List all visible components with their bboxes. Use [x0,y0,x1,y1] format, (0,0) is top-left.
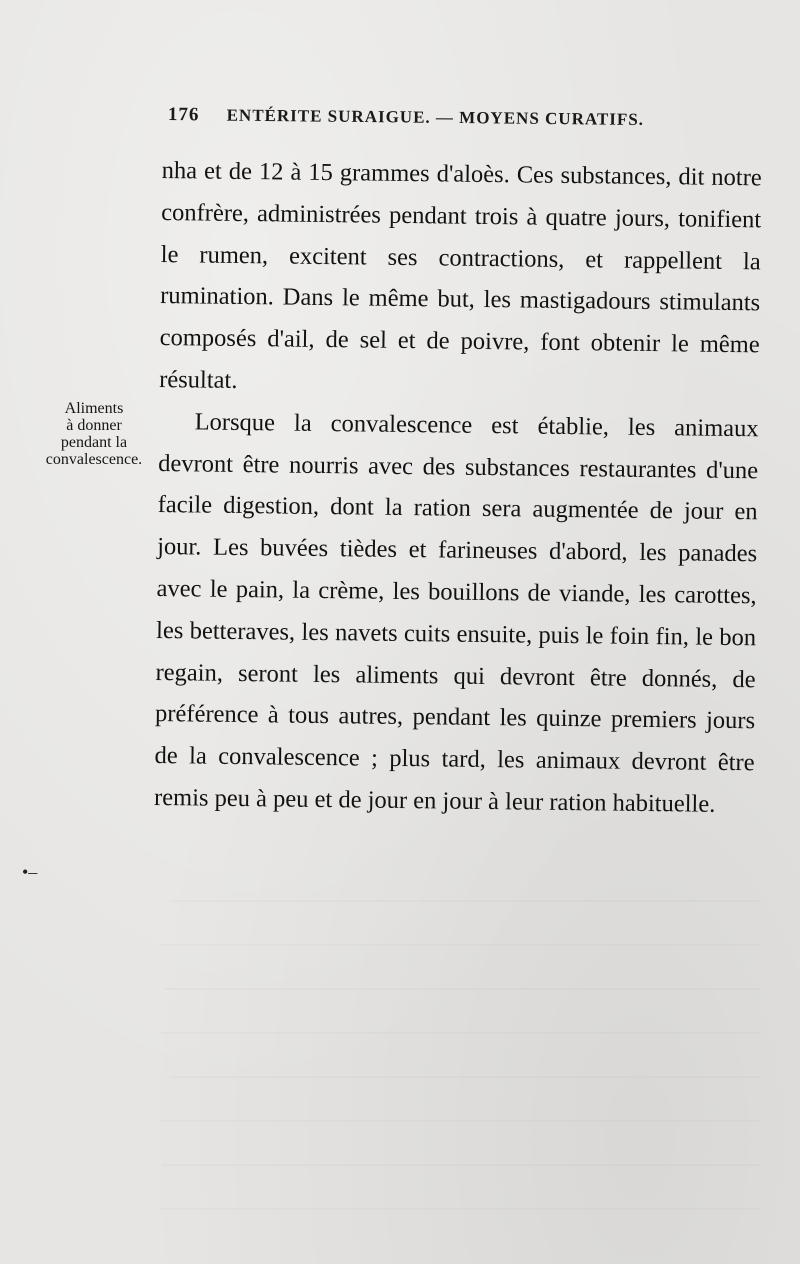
margin-note-line: à donner [66,417,122,434]
show-through-decoration [150,858,760,1210]
margin-note [30,400,158,468]
body-text [154,150,762,826]
running-title: ENTÉRITE SURAIGUE. — MOYENS CURATIFS. [226,105,645,129]
margin-note-line: pendant la [60,434,128,451]
paragraph-2: Lorsque la convalescence est établie, les animaux devront être nourris avec des substances restaurantes d'une facile digestion, dont la ration sera augmentée de jour en jour. Les buvées tièdes et farineuses d'abord, les panades avec le pain, la crème, les bouillons de viande, les carottes, les betteraves, les navets cuits ensuite, puis le foin fin, le bon regain, seront les aliments qui devront être donnés, de préférence à tous autres, pendant les quinze premiers jours de la convalescence ; plus tard, les animaux devront être remis peu à peu et de jour en jour à leur ration habituelle. [153,408,759,818]
paragraph-1: nha et de 12 à 15 grammes d'aloès. Ces substances, dit notre confrère, administrées pendant trois à quatre jours, tonifient le rumen, excitent ses contractions, et rappellent la rumination. Dans le même but, les mastigadours stimulants composés d'ail, de sel et de poivre, font obtenir le même résultat. [159,156,762,394]
margin-mark: •– [22,862,38,882]
margin-note-line: Aliments [64,400,124,417]
page-number: 176 [167,104,200,126]
page-header [168,104,688,131]
margin-note-line: convalescence. [45,451,143,468]
